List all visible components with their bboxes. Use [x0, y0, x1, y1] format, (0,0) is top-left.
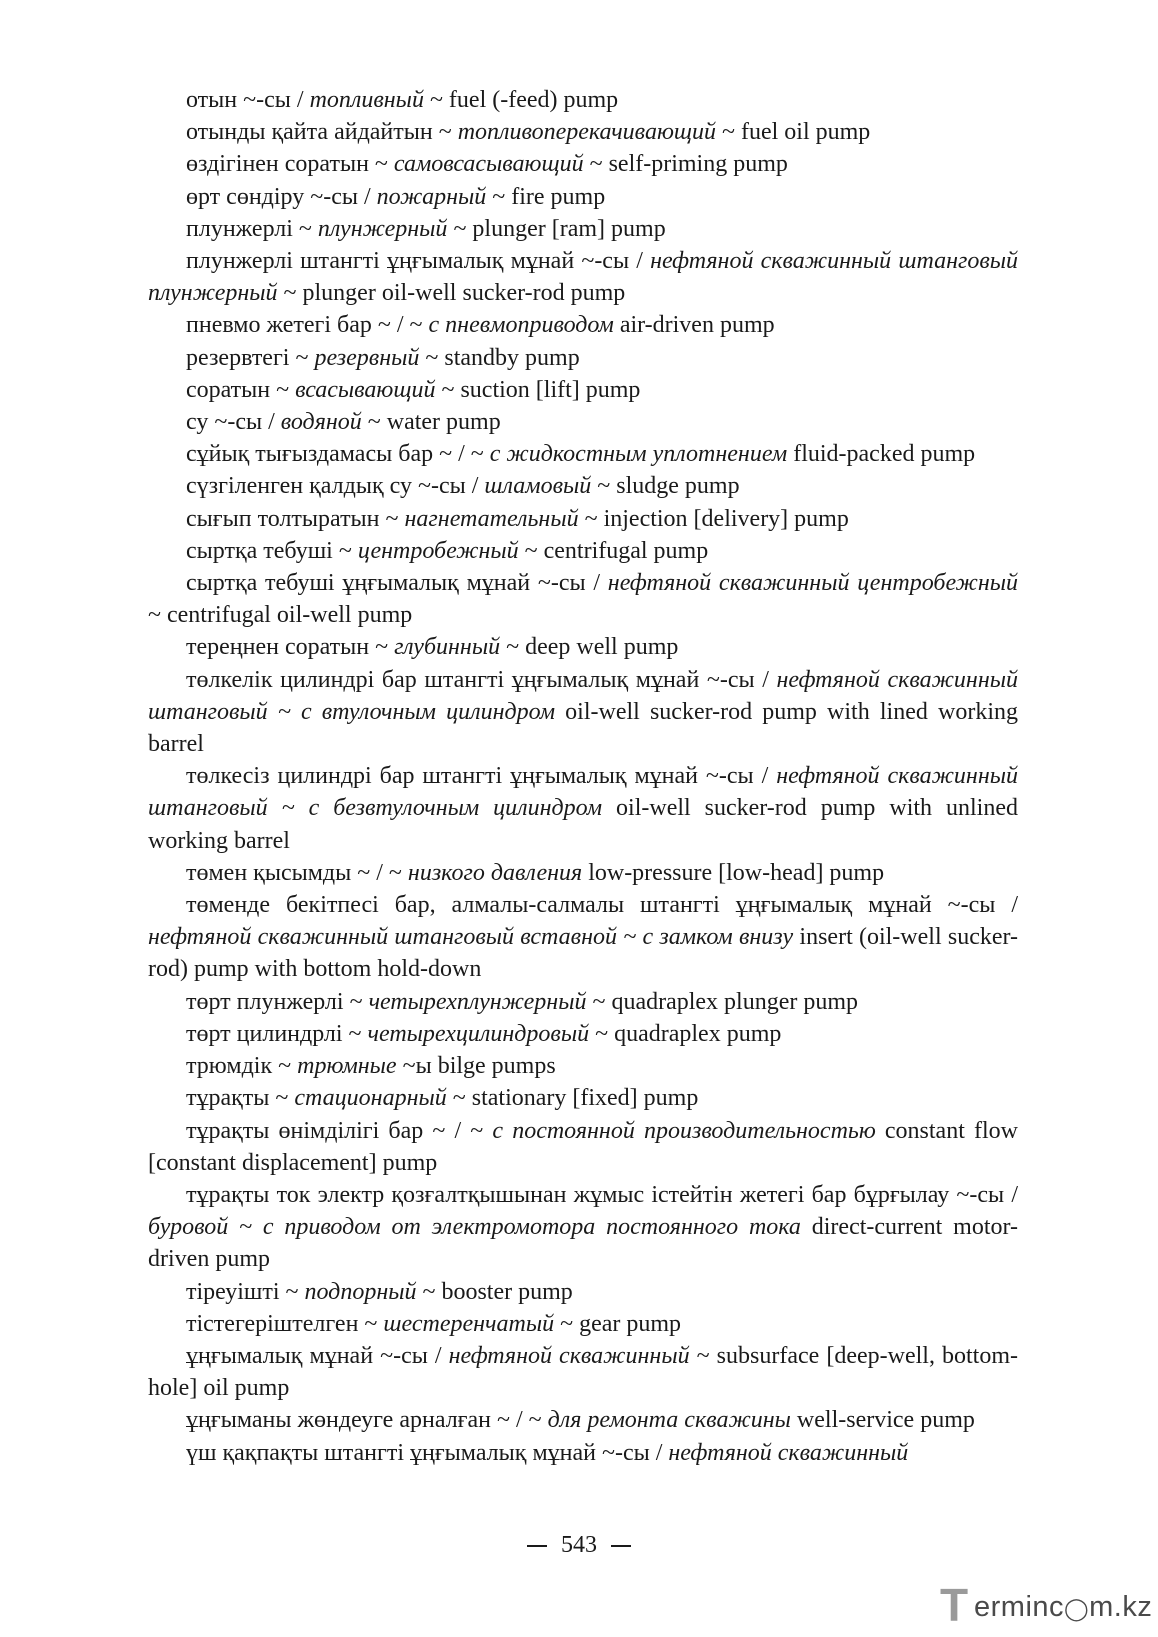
dictionary-entry [148, 1050, 1018, 1082]
entry-text: ~ fire pump [486, 183, 606, 210]
entry-text: трюмдік ~ [186, 1053, 298, 1080]
russian-term: нагнетательный [404, 505, 579, 532]
entry-text: ~ quadraplex pump [589, 1020, 782, 1047]
entry-text: сүзгіленген қалдық су ~-сы / [186, 473, 485, 500]
watermark-rest: erminc [974, 1591, 1065, 1623]
entry-text: сұйық тығыздамасы бар ~ / ~ [186, 441, 490, 468]
watermark-suffix: m.kz [1089, 1591, 1153, 1623]
russian-term: пожарный [376, 183, 487, 210]
dictionary-entry [148, 1340, 1018, 1404]
entry-text: ~ sludge pump [591, 473, 740, 500]
dictionary-entry [148, 1276, 1018, 1308]
dictionary-entry [148, 1179, 1018, 1276]
russian-term: резервный [314, 344, 420, 371]
entry-text: ~ suction [lift] pump [435, 376, 641, 403]
entry-text: пневмо жетегі бар ~ / ~ [186, 312, 429, 339]
left-dash [527, 1545, 547, 1547]
russian-term: нефтяной скважинный центробежный [607, 570, 1018, 597]
entry-text: ~ fuel oil pump [715, 119, 871, 146]
dictionary-entry [148, 181, 1018, 213]
entry-text: сыртқа тебуші ~ [186, 537, 358, 564]
page-number [0, 1532, 1158, 1559]
dictionary-entry [148, 1018, 1018, 1050]
watermark-text [974, 1592, 1152, 1624]
russian-term: низкого давления [407, 859, 583, 886]
entry-text: тұрақты ток электр қозғалтқышынан жұмыс істейтін жетегі бар бұрғылау ~-сы / [186, 1181, 1018, 1208]
entry-text: тұрақты өнімділігі бар ~ / ~ [186, 1117, 493, 1144]
dictionary-entry [148, 84, 1018, 116]
entry-text: ұңғымалық мұнай ~-сы / [186, 1342, 449, 1369]
russian-term: глубинный [394, 634, 501, 661]
dictionary-entries [148, 84, 1018, 1469]
russian-term: для ремонта скважины [547, 1407, 791, 1434]
dictionary-entry [148, 889, 1018, 986]
entry-text: тістегерiштелген ~ [186, 1310, 384, 1337]
dictionary-entry [148, 986, 1018, 1018]
russian-term: четырехплунжерный [368, 988, 587, 1015]
termincom-watermark-logo [940, 1579, 1153, 1631]
entry-text: ~ centrifugal pump [518, 537, 709, 564]
russian-term: четырехцилиндровый [367, 1020, 590, 1047]
entry-text: үш қақпақты штангті ұңғымалық мұнай ~-сы / [186, 1439, 669, 1466]
dictionary-entry [148, 664, 1018, 761]
dictionary-entry [148, 213, 1018, 245]
entry-text: төлкелік цилиндрі бар штангті ұңғымалық мұнай ~-сы / [186, 666, 777, 693]
russian-term: топливоперекачивающий [457, 119, 716, 146]
entry-text: тереңнен соратын ~ [186, 634, 395, 661]
russian-term: водяной [280, 409, 362, 436]
page-number-text: 543 [561, 1532, 597, 1558]
entry-text: constant flow [constant displacement] pump [148, 1117, 1018, 1176]
russian-term: нефтяной скважинный [448, 1342, 690, 1369]
dictionary-entry [148, 1082, 1018, 1114]
dictionary-entry [148, 406, 1018, 438]
russian-term: шламовый [484, 473, 592, 500]
russian-term: центробежный [357, 537, 519, 564]
entry-text: соратын ~ [186, 376, 296, 403]
entry-text: төрт цилиндрлі ~ [186, 1020, 368, 1047]
russian-term: топливный [309, 87, 424, 113]
entry-text: fluid-packed pump [787, 441, 976, 468]
russian-term: нефтяной скважинный штанговый плунжерный [148, 248, 1019, 307]
dictionary-entry [148, 438, 1018, 470]
dictionary-entry [148, 342, 1018, 374]
right-dash [611, 1545, 631, 1547]
entry-text: сығып толтыратын ~ [186, 505, 405, 532]
entry-text: су ~-сы / [186, 409, 281, 436]
entry-text: ~ stationary [fixed] pump [446, 1085, 699, 1112]
entry-text: төлкесіз цилиндрі бар штангті ұңғымалық мұнай ~-сы / [186, 763, 777, 790]
russian-term: с пневмоприводом [428, 312, 614, 339]
entry-text: отынды қайта айдайтын ~ [186, 119, 458, 146]
entry-text: ~ plunger oil-well sucker-rod pump [277, 280, 626, 307]
entry-text: well-service pump [790, 1407, 975, 1434]
entry-text: ~ water pump [361, 409, 501, 436]
entry-text: ~ gear pump [554, 1310, 682, 1337]
dictionary-entry [148, 567, 1018, 631]
dictionary-entry [148, 1115, 1018, 1179]
entry-text: ~ fuel (-feed) pump [423, 87, 619, 113]
entry-text: ~ы bilge pumps [396, 1053, 556, 1080]
russian-term: буровой ~ с приводом от электромотора постоянного тока [148, 1214, 801, 1241]
entry-text: өздігінен соратын ~ [186, 151, 394, 178]
entry-text: direct-current motor-driven pump [148, 1214, 1018, 1273]
entry-text: ~ plunger [ram] pump [447, 215, 666, 242]
russian-term: нефтяной скважинный [668, 1439, 909, 1466]
watermark-o-circle: ◯ [1064, 1596, 1090, 1621]
entry-text: ~ quadraplex plunger pump [586, 988, 859, 1015]
entry-text: өрт сөндіру ~-сы / [186, 183, 377, 210]
entry-text: тіреуішті ~ [186, 1278, 305, 1305]
dictionary-entry [148, 470, 1018, 502]
dictionary-entry [148, 374, 1018, 406]
russian-term: нефтяной скважинный штанговый ~ с безвтулочным цилиндром [148, 763, 1018, 822]
dictionary-entry [148, 1437, 1018, 1469]
entry-text: ~ injection [delivery] pump [578, 505, 849, 532]
entry-text: төменде бекітпесі бар, алмалы-салмалы штангті ұңғымалық мұнай ~-сы / [186, 892, 1018, 919]
entry-text: ~ subsurface [deep-well, bottom-hole] oil pump [148, 1342, 1018, 1402]
russian-term: самовсасывающий [393, 151, 584, 178]
entry-text: oil-well sucker-rod pump with lined working barrel [148, 698, 1018, 758]
entry-text: low-pressure [low-head] pump [582, 859, 885, 886]
russian-term: нефтяной скважинный штанговый вставной ~ с замком внизу [148, 924, 794, 951]
dictionary-entry [148, 148, 1018, 180]
entry-text: ~ standby pump [419, 344, 580, 371]
russian-term: с жидкостным уплотнением [489, 441, 788, 468]
entry-text: ~ centrifugal oil-well pump [148, 602, 413, 629]
entry-text: ~ deep well pump [500, 634, 679, 661]
russian-term: стационарный [294, 1085, 447, 1112]
entry-text: ұңғыманы жөндеуге арналған ~ / ~ [186, 1407, 548, 1434]
entry-text: резервтегі ~ [186, 344, 315, 371]
dictionary-entry [148, 245, 1018, 309]
russian-term: подпорный [304, 1278, 417, 1305]
dictionary-entry [148, 1404, 1018, 1436]
russian-term: плунжерный [317, 215, 448, 242]
dictionary-entry [148, 1308, 1018, 1340]
russian-term: всасывающий [295, 376, 436, 403]
entry-text: сыртқа тебуші ұңғымалық мұнай ~-сы / [186, 570, 608, 597]
dictionary-entry [148, 535, 1018, 567]
entry-text: ~ self-priming pump [583, 151, 788, 178]
dictionary-entry [148, 760, 1018, 857]
entry-text: air-driven pump [613, 312, 775, 339]
entry-text: ~ booster pump [416, 1278, 573, 1305]
entry-text: төрт плунжерлі ~ [186, 988, 369, 1015]
dictionary-entry [148, 309, 1018, 341]
russian-term: с постоянной производительностью [492, 1117, 876, 1144]
dictionary-entry [148, 631, 1018, 663]
entry-text: insert (oil-well sucker-rod) pump with bottom hold-down [148, 924, 1018, 983]
entry-text: тұрақты ~ [186, 1085, 295, 1112]
russian-term: нефтяной скважинный штанговый ~ с втулочным цилиндром [148, 666, 1018, 725]
dictionary-entry [148, 116, 1018, 148]
entry-text: төмен қысымды ~ / ~ [186, 859, 408, 886]
entry-text: плунжерлі штангті ұңғымалық мұнай ~-сы / [186, 248, 651, 275]
dictionary-entry [148, 857, 1018, 889]
entry-text: отын ~-сы / [186, 87, 310, 113]
entry-text: плунжерлі ~ [186, 215, 318, 242]
russian-term: трюмные [297, 1053, 397, 1080]
entry-text: oil-well sucker-rod pump with unlined working barrel [148, 795, 1018, 854]
dictionary-entry [148, 503, 1018, 535]
russian-term: шестеренчатый [383, 1310, 555, 1337]
watermark-t-letter: T [940, 1579, 969, 1631]
